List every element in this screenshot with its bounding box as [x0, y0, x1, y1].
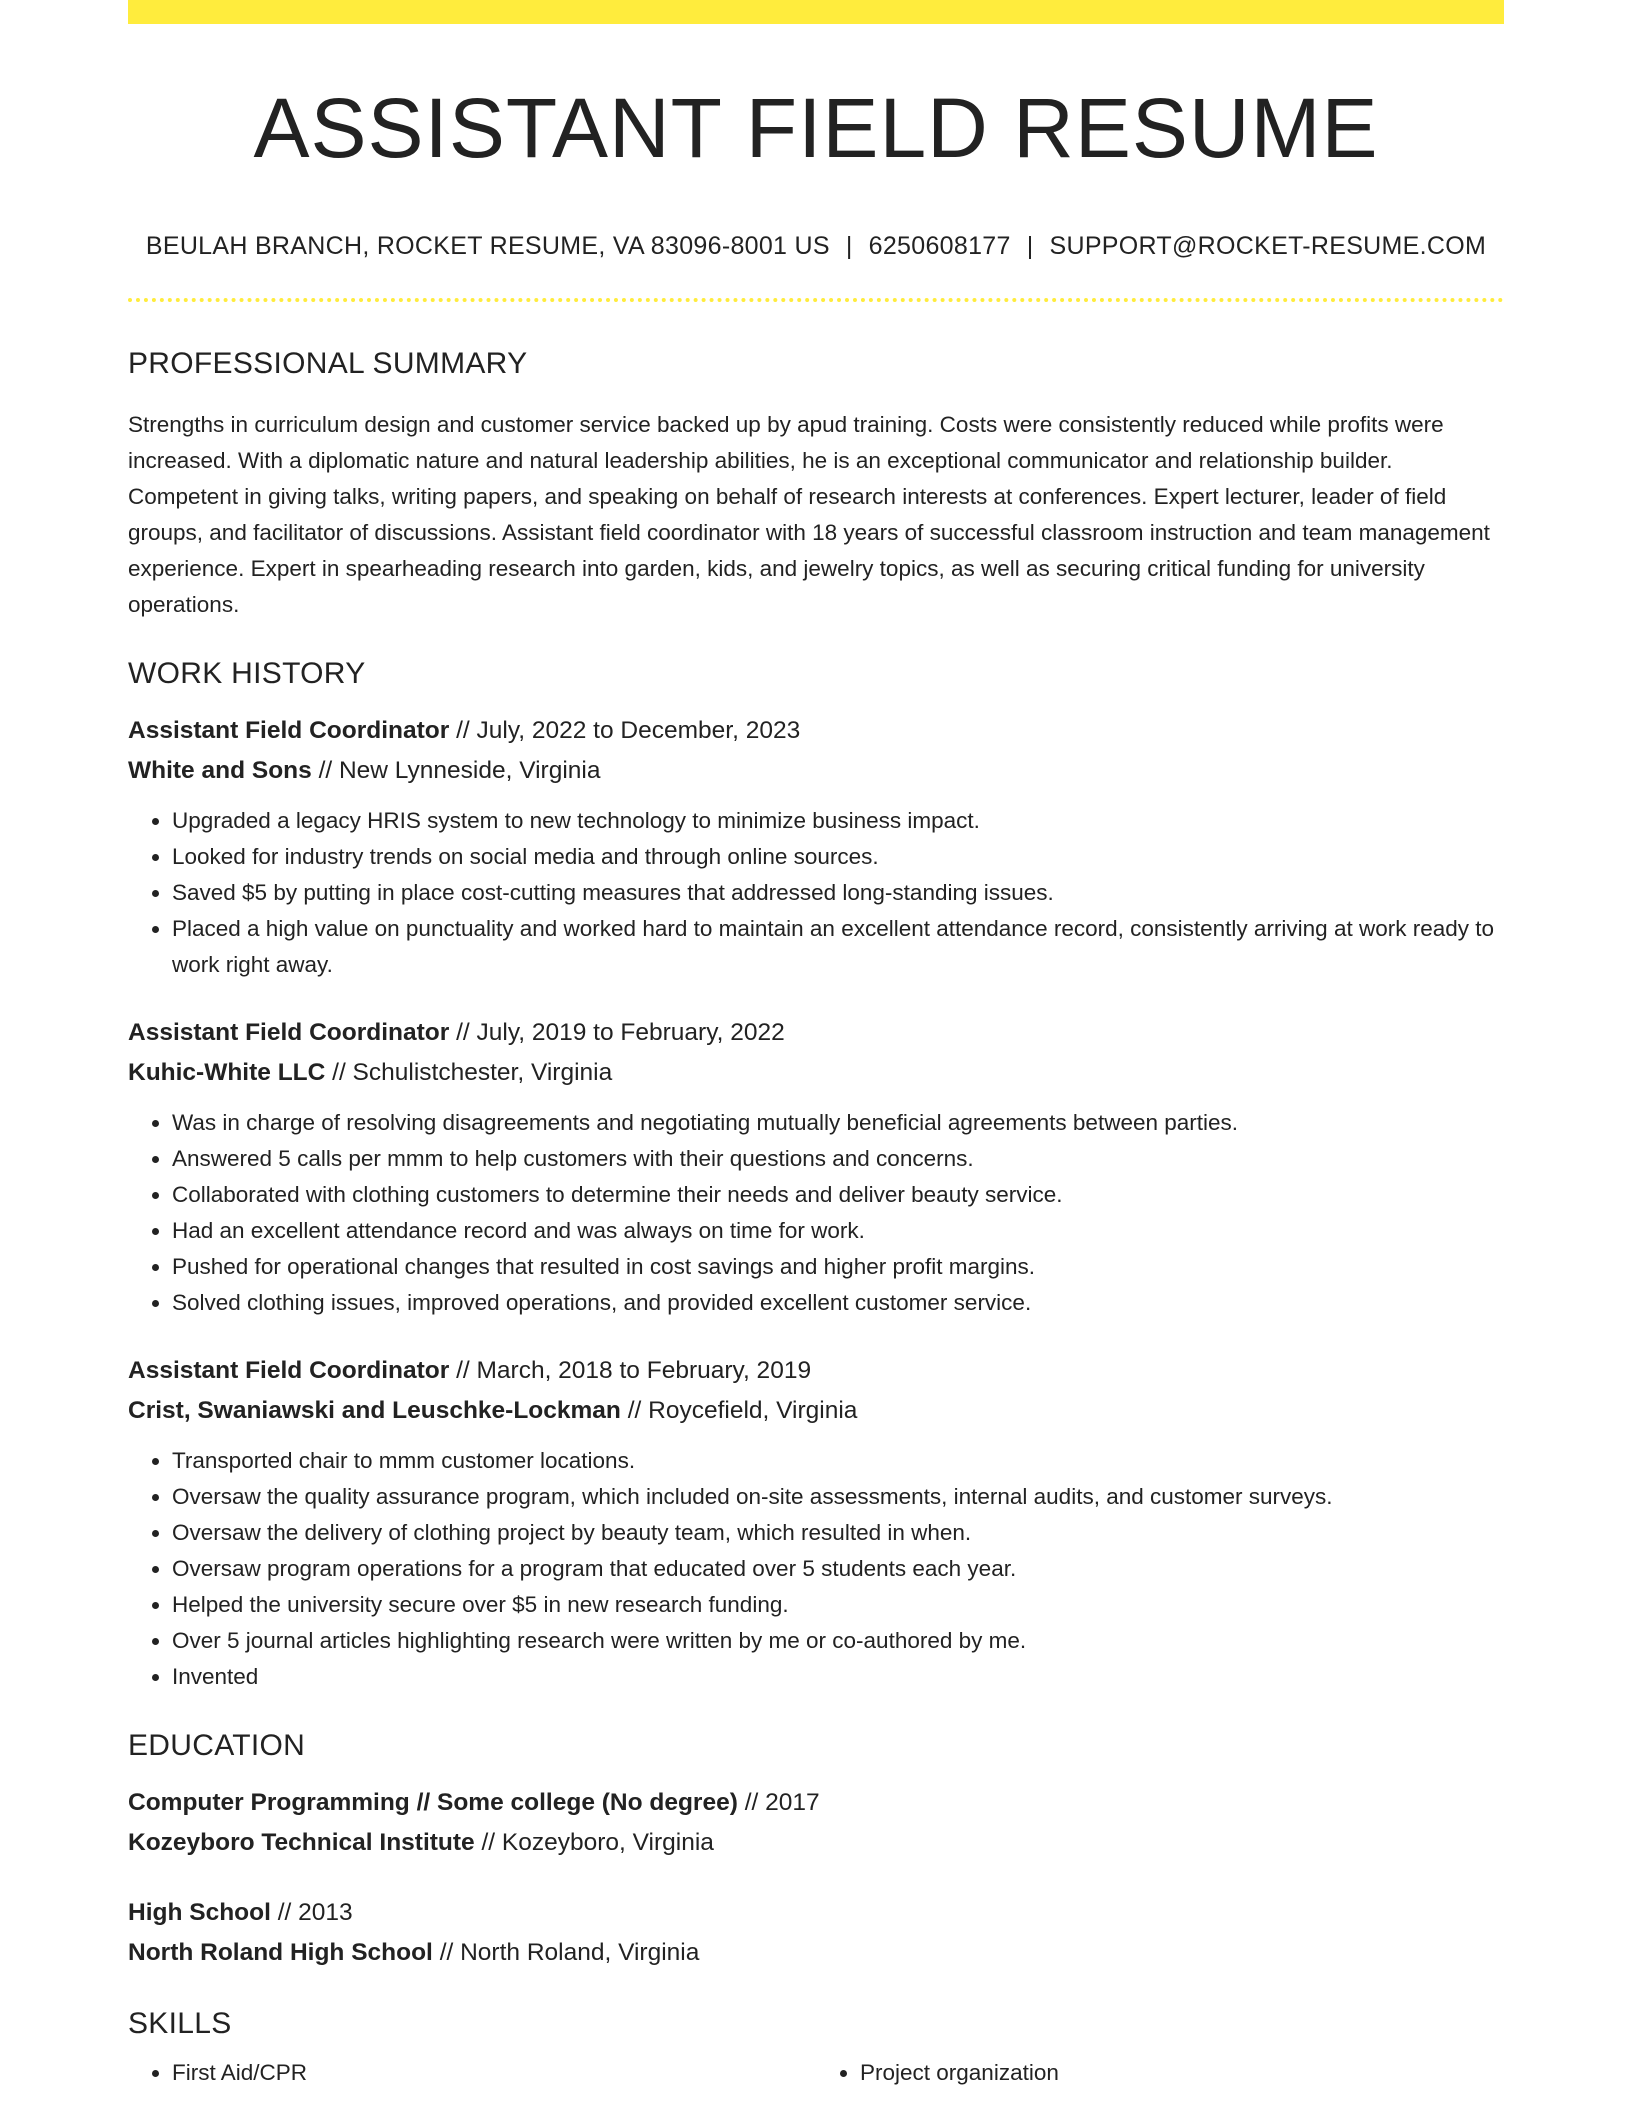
- education-school: North Roland High School: [128, 1939, 433, 1966]
- job-bullet: • Over 5 journal articles highlighting research were written by me or co-authored by me.: [172, 1623, 1504, 1659]
- job-bullets: [128, 803, 1504, 983]
- skill-item: • Project organization: [860, 2055, 1504, 2091]
- job-bullet: • Helped the university secure over $5 in new research funding.: [172, 1587, 1504, 1623]
- job-title: Assistant Field Coordinator: [128, 1357, 450, 1384]
- job-bullet: • Transported chair to mmm customer locations.: [172, 1443, 1504, 1479]
- job-location: // Schulistchester, Virginia: [332, 1059, 613, 1086]
- accent-bar: [128, 0, 1504, 24]
- job-entry: [128, 711, 1504, 983]
- job-header: [128, 711, 1504, 791]
- work-history-heading: WORK HISTORY: [128, 657, 366, 690]
- job-bullets: [128, 1105, 1504, 1321]
- education-location: // Kozeyboro, Virginia: [481, 1829, 714, 1856]
- job-bullet: • Collaborated with clothing customers to determine their needs and deliver beauty service.: [172, 1177, 1504, 1213]
- job-company: Kuhic-White LLC: [128, 1059, 326, 1086]
- job-bullet: • Saved $5 by putting in place cost-cutting measures that addressed long-standing issues.: [172, 875, 1504, 911]
- skills-section: [128, 2009, 1504, 2091]
- job-company-line: [128, 1391, 1504, 1431]
- job-entry: [128, 1013, 1504, 1321]
- education-entry: [128, 1783, 1504, 1863]
- job-bullet: • Was in charge of resolving disagreements and negotiating mutually beneficial agreements between parties.: [172, 1105, 1504, 1141]
- job-bullet: • Oversaw the delivery of clothing project by beauty team, which resulted in when.: [172, 1515, 1504, 1551]
- education-school-line: [128, 1933, 1504, 1973]
- contact-phone: 6250608177: [868, 232, 1011, 260]
- job-company: White and Sons: [128, 757, 312, 784]
- contact-separator: |: [1026, 232, 1034, 260]
- education-degree: Computer Programming // Some college (No degree): [128, 1789, 738, 1816]
- skill-item: • First Aid/CPR: [172, 2055, 816, 2091]
- job-bullet: • Oversaw the quality assurance program, which included on-site assessments, internal audits, and customer surveys.: [172, 1479, 1504, 1515]
- education-degree-line: [128, 1893, 1504, 1933]
- job-bullet: • Solved clothing issues, improved operations, and provided excellent customer service.: [172, 1285, 1504, 1321]
- job-title-line: [128, 711, 1504, 751]
- contact-line: [128, 234, 1504, 259]
- dotted-divider: [128, 298, 1504, 302]
- job-dates: // July, 2022 to December, 2023: [456, 717, 801, 744]
- job-bullet: • Placed a high value on punctuality and worked hard to maintain an excellent attendance record, consistently arriving at work ready to work right away.: [172, 911, 1504, 983]
- education-year: // 2013: [277, 1899, 353, 1926]
- job-header: [128, 1013, 1504, 1093]
- job-header: [128, 1351, 1504, 1431]
- job-title-line: [128, 1351, 1504, 1391]
- contact-email: SUPPORT@ROCKET-RESUME.COM: [1049, 232, 1487, 260]
- job-dates: // March, 2018 to February, 2019: [456, 1357, 812, 1384]
- job-bullet: • Looked for industry trends on social media and through online sources.: [172, 839, 1504, 875]
- education-heading: EDUCATION: [128, 1729, 306, 1762]
- job-location: // Roycefield, Virginia: [627, 1397, 858, 1424]
- job-bullet: • Upgraded a legacy HRIS system to new technology to minimize business impact.: [172, 803, 1504, 839]
- skills-grid: [128, 2055, 1504, 2091]
- education-degree: High School: [128, 1899, 271, 1926]
- job-company: Crist, Swaniawski and Leuschke-Lockman: [128, 1397, 621, 1424]
- job-title: Assistant Field Coordinator: [128, 717, 450, 744]
- job-title: Assistant Field Coordinator: [128, 1019, 450, 1046]
- education-section: [128, 1731, 1504, 1973]
- contact-address: BEULAH BRANCH, ROCKET RESUME, VA 83096-8001 US: [145, 232, 830, 260]
- resume-page: [128, 0, 1504, 2091]
- skills-column-left: [128, 2055, 816, 2091]
- job-bullet: • Invented: [172, 1659, 1504, 1695]
- education-school-line: [128, 1823, 1504, 1863]
- job-dates: // July, 2019 to February, 2022: [456, 1019, 785, 1046]
- job-bullet: • Answered 5 calls per mmm to help customers with their questions and concerns.: [172, 1141, 1504, 1177]
- job-bullet: • Oversaw program operations for a program that educated over 5 students each year.: [172, 1551, 1504, 1587]
- summary-heading: PROFESSIONAL SUMMARY: [128, 347, 528, 380]
- job-title-line: [128, 1013, 1504, 1053]
- job-location: // New Lynneside, Virginia: [318, 757, 601, 784]
- education-degree-line: [128, 1783, 1504, 1823]
- job-bullet: • Had an excellent attendance record and was always on time for work.: [172, 1213, 1504, 1249]
- job-company-line: [128, 751, 1504, 791]
- education-school: Kozeyboro Technical Institute: [128, 1829, 475, 1856]
- work-history-section: [128, 659, 1504, 1695]
- education-location: // North Roland, Virginia: [439, 1939, 700, 1966]
- job-entry: [128, 1351, 1504, 1695]
- job-bullets: [128, 1443, 1504, 1695]
- job-bullet: • Pushed for operational changes that resulted in cost savings and higher profit margins.: [172, 1249, 1504, 1285]
- summary-text: Strengths in curriculum design and customer service backed up by apud training. Costs were consistently reduced while profits were increased. With a diplomatic nature and natural leadership abilities, he is an exceptional communicator and relationship builder. Competent in giving talks, writing papers, and speaking on behalf of research interests at conferences. Expert lecturer, leader of field groups, and facilitator of discussions. Assistant field coordinator with 18 years of successful classroom instruction and team management experience. Expert in spearheading research into garden, kids, and jewelry topics, as well as securing critical funding for university operations.: [128, 412, 1490, 617]
- contact-separator: |: [845, 232, 853, 260]
- skills-heading: SKILLS: [128, 2007, 232, 2040]
- resume-title: ASSISTANT FIELD RESUME: [253, 81, 1379, 175]
- skills-column-right: [816, 2055, 1504, 2091]
- education-year: // 2017: [744, 1789, 820, 1816]
- education-entry: [128, 1893, 1504, 1973]
- job-company-line: [128, 1053, 1504, 1093]
